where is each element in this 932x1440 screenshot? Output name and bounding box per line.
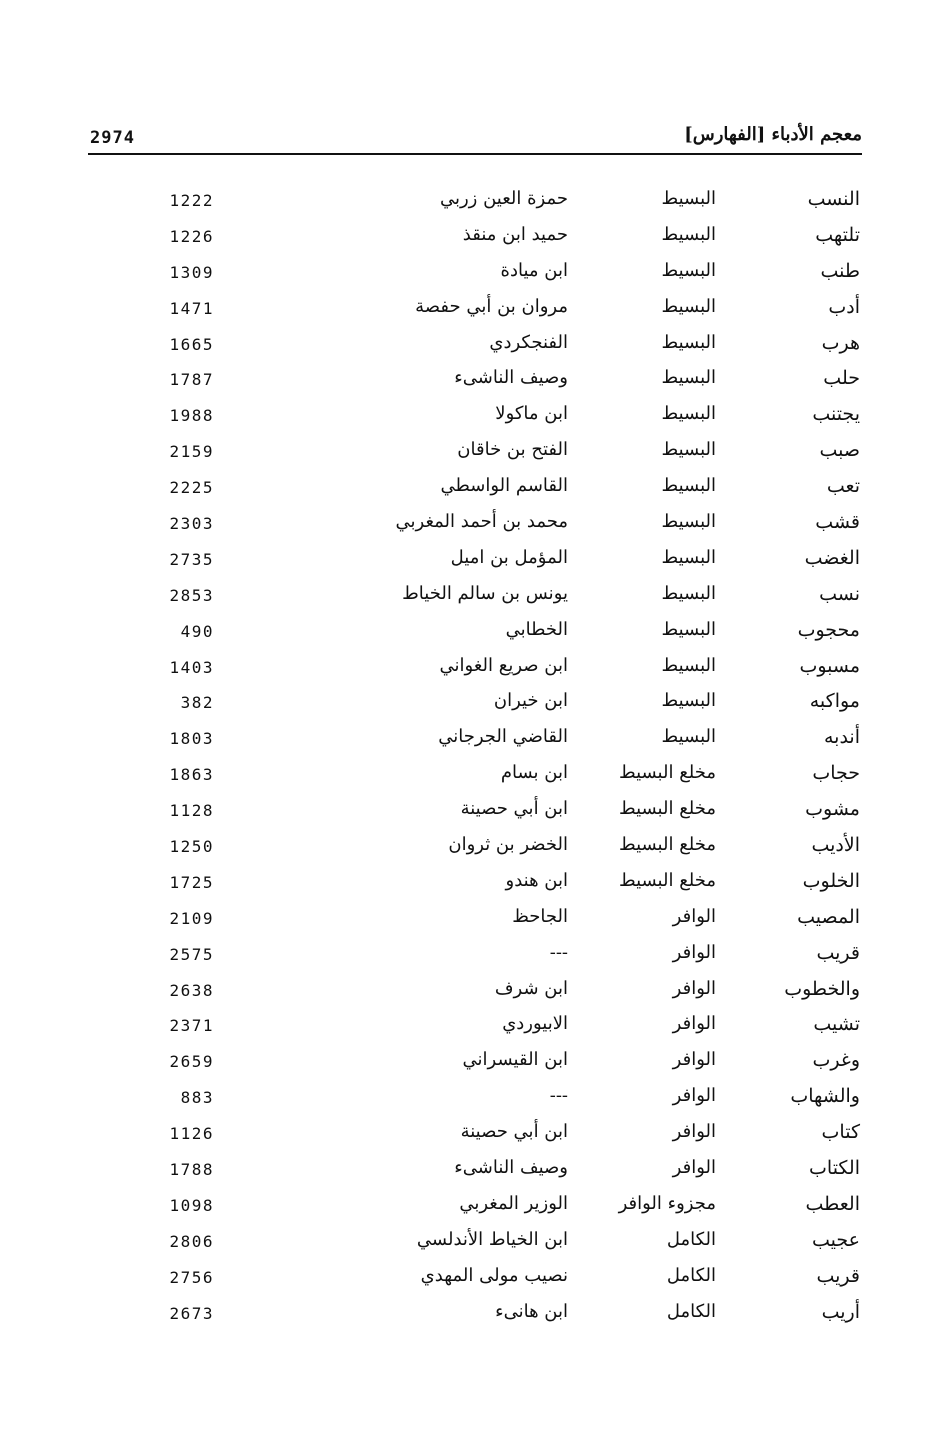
poet-name: حميد ابن منقذ [462, 223, 568, 245]
index-row [0, 579, 932, 615]
index-row [0, 543, 932, 579]
poet-name: ابن ميادة [500, 259, 568, 281]
poet-name: القاضي الجرجاني [438, 726, 568, 748]
index-row [0, 686, 932, 722]
rhyme-word: مشوب [805, 798, 860, 821]
rhyme-word: قشب [815, 511, 860, 534]
index-row [0, 256, 932, 292]
meter-name: الوافر [672, 1013, 716, 1035]
poet-name: وصيف الناشىء [454, 367, 568, 389]
index-row [0, 507, 932, 543]
page-reference: 2109 [169, 908, 214, 928]
index-row [0, 328, 932, 364]
rhyme-word: المصيب [797, 905, 860, 928]
index-row [0, 1045, 932, 1081]
rhyme-word: الكتاب [809, 1157, 860, 1180]
header-rule [88, 153, 862, 155]
index-row [0, 471, 932, 507]
index-row [0, 363, 932, 399]
meter-name: الوافر [672, 1121, 716, 1143]
rhyme-word: نسب [819, 582, 860, 605]
rhyme-word: عجيب [812, 1228, 860, 1251]
poet-name: ابن هانىء [495, 1300, 568, 1322]
poet-name: المؤمل بن اميل [450, 546, 568, 568]
page-reference: 2659 [169, 1052, 214, 1072]
poet-name: القاسم الواسطي [440, 475, 568, 497]
rhyme-word: مواكبه [809, 690, 860, 713]
page-reference: 1803 [169, 729, 214, 749]
poet-name: الفنجكردي [489, 331, 568, 353]
rhyme-word: أندبه [823, 726, 860, 749]
poet-name: ابن بسام [500, 762, 568, 784]
meter-name: البسيط [661, 331, 716, 353]
rhyme-word: تلتهب [815, 223, 860, 246]
meter-name: البسيط [661, 403, 716, 425]
index-row [0, 1225, 932, 1261]
poet-name: ابن القيسراني [462, 1049, 568, 1071]
index-row [0, 1117, 932, 1153]
poet-name: يونس بن سالم الخياط [402, 582, 568, 604]
meter-name: مخلع البسيط [618, 834, 716, 856]
page-reference: 2303 [169, 514, 214, 534]
meter-name: الكامل [666, 1300, 716, 1322]
page-reference: 2673 [169, 1303, 214, 1323]
poet-name: نصيب مولى المهدي [420, 1264, 568, 1286]
meter-name: مخلع البسيط [618, 762, 716, 784]
page-reference: 1403 [169, 657, 214, 677]
index-row [0, 1261, 932, 1297]
index-row [0, 615, 932, 651]
rhyme-word: وغرب [812, 1049, 860, 1072]
meter-name: الوافر [672, 977, 716, 999]
rhyme-word: قريب [816, 1264, 860, 1287]
index-row [0, 866, 932, 902]
rhyme-word: الأديب [811, 834, 860, 857]
poet-name: ابن صريع الغواني [439, 654, 568, 676]
page-reference: 1788 [169, 1160, 214, 1180]
rhyme-word: مسبوب [799, 654, 860, 677]
page-reference: 1128 [169, 801, 214, 821]
poet-name: ابن هندو [505, 869, 568, 891]
page-reference: 1098 [169, 1195, 214, 1215]
rhyme-word: تشيب [813, 1013, 860, 1036]
meter-name: البسيط [661, 726, 716, 748]
rhyme-word: أريب [821, 1300, 860, 1323]
index-row [0, 1153, 932, 1189]
index-row [0, 1297, 932, 1333]
page-reference: 2575 [169, 944, 214, 964]
poet-name: محمد بن أحمد المغربي [395, 511, 568, 533]
rhyme-word: طنب [820, 259, 860, 282]
page-reference: 2225 [169, 478, 214, 498]
poet-name: ابن أبي حصينة [460, 798, 568, 820]
meter-name: البسيط [661, 654, 716, 676]
meter-name: الوافر [672, 1085, 716, 1107]
rhyme-word: أدب [828, 295, 860, 318]
rhyme-word: الخلوب [802, 869, 860, 892]
poet-name: الجاحظ [512, 905, 568, 927]
meter-name: البسيط [661, 475, 716, 497]
poet-name: الفتح بن خاقان [457, 439, 568, 461]
meter-name: البسيط [661, 259, 716, 281]
index-row [0, 938, 932, 974]
rhyme-word: كتاب [821, 1121, 860, 1144]
index-row [0, 220, 932, 256]
index-row [0, 1009, 932, 1045]
meter-name: البسيط [661, 188, 716, 209]
meter-name: مخلع البسيط [618, 798, 716, 820]
poet-name: ابن أبي حصينة [460, 1121, 568, 1143]
index-row [0, 292, 932, 328]
page-reference: 382 [180, 693, 214, 713]
poet-name: حمزة العين زربي [439, 188, 568, 209]
index-row [0, 830, 932, 866]
rhyme-word: حجاب [812, 762, 860, 785]
index-row [0, 1081, 932, 1117]
meter-name: البسيط [661, 582, 716, 604]
index-row [0, 399, 932, 435]
page-reference: 2159 [169, 442, 214, 462]
poet-name: الخطابي [505, 618, 568, 640]
meter-name: البسيط [661, 690, 716, 712]
page-reference: 490 [180, 621, 214, 641]
meter-name: مخلع البسيط [618, 869, 716, 891]
page-reference: 1126 [169, 1124, 214, 1144]
page-reference: 1787 [169, 370, 214, 390]
running-title: معجم الأدباء [الفهارس] [684, 124, 862, 145]
rhyme-word: الغضب [804, 546, 860, 569]
poet-name: --- [549, 1085, 568, 1107]
poet-name: --- [549, 941, 568, 963]
poet-name: الخضر بن ثروان [448, 834, 568, 856]
meter-name: الوافر [672, 905, 716, 927]
poet-name: الابيوردي [502, 1013, 568, 1035]
page-reference: 883 [180, 1088, 214, 1108]
index-row [0, 184, 932, 220]
page-reference: 2735 [169, 549, 214, 569]
poet-name: ابن ماكولا [495, 403, 568, 425]
meter-name: الوافر [672, 1049, 716, 1071]
rhyme-word: صبب [819, 439, 860, 462]
index-table [0, 184, 932, 1333]
page-reference: 1988 [169, 406, 214, 426]
poet-name: مروان بن أبي حفصة [415, 295, 568, 317]
rhyme-word: هرب [821, 331, 860, 354]
rhyme-word: حلب [823, 367, 860, 390]
page-reference: 1725 [169, 872, 214, 892]
page-reference: 1226 [169, 226, 214, 246]
index-row [0, 1189, 932, 1225]
index-row [0, 974, 932, 1010]
page-reference: 1665 [169, 334, 214, 354]
meter-name: مجزوء الوافر [618, 1192, 716, 1214]
meter-name: البسيط [661, 367, 716, 389]
page-reference: 2371 [169, 1016, 214, 1036]
meter-name: البسيط [661, 546, 716, 568]
meter-name: البسيط [661, 439, 716, 461]
meter-name: البسيط [661, 295, 716, 317]
rhyme-word: قريب [816, 941, 860, 964]
page-reference: 2806 [169, 1231, 214, 1251]
rhyme-word: تعب [826, 475, 860, 498]
index-row [0, 758, 932, 794]
page-reference: 2756 [169, 1267, 214, 1287]
meter-name: الوافر [672, 1157, 716, 1179]
page-reference: 1222 [169, 191, 214, 210]
meter-name: البسيط [661, 223, 716, 245]
page-number: 2974 [90, 128, 135, 148]
page-reference: 1863 [169, 765, 214, 785]
rhyme-word: العطب [805, 1192, 860, 1215]
page-reference: 1471 [169, 298, 214, 318]
meter-name: الوافر [672, 941, 716, 963]
index-row [0, 902, 932, 938]
poet-name: الوزير المغربي [459, 1192, 568, 1214]
index-row [0, 651, 932, 687]
rhyme-word: النسب [807, 188, 860, 210]
meter-name: البسيط [661, 511, 716, 533]
rhyme-word: يجتنب [812, 403, 860, 426]
poet-name: وصيف الناشىء [454, 1157, 568, 1179]
page-reference: 2638 [169, 980, 214, 1000]
index-row [0, 435, 932, 471]
index-row [0, 794, 932, 830]
page-reference: 1250 [169, 837, 214, 857]
meter-name: البسيط [661, 618, 716, 640]
meter-name: الكامل [666, 1264, 716, 1286]
rhyme-word: والشهاب [790, 1085, 860, 1108]
meter-name: الكامل [666, 1228, 716, 1250]
poet-name: ابن شرف [494, 977, 568, 999]
rhyme-word: والخطوب [784, 977, 860, 1000]
page-reference: 1309 [169, 262, 214, 282]
rhyme-word: محجوب [797, 618, 860, 641]
index-row [0, 722, 932, 758]
page-reference: 2853 [169, 585, 214, 605]
poet-name: ابن خيران [493, 690, 568, 712]
poet-name: ابن الخياط الأندلسي [416, 1228, 568, 1250]
